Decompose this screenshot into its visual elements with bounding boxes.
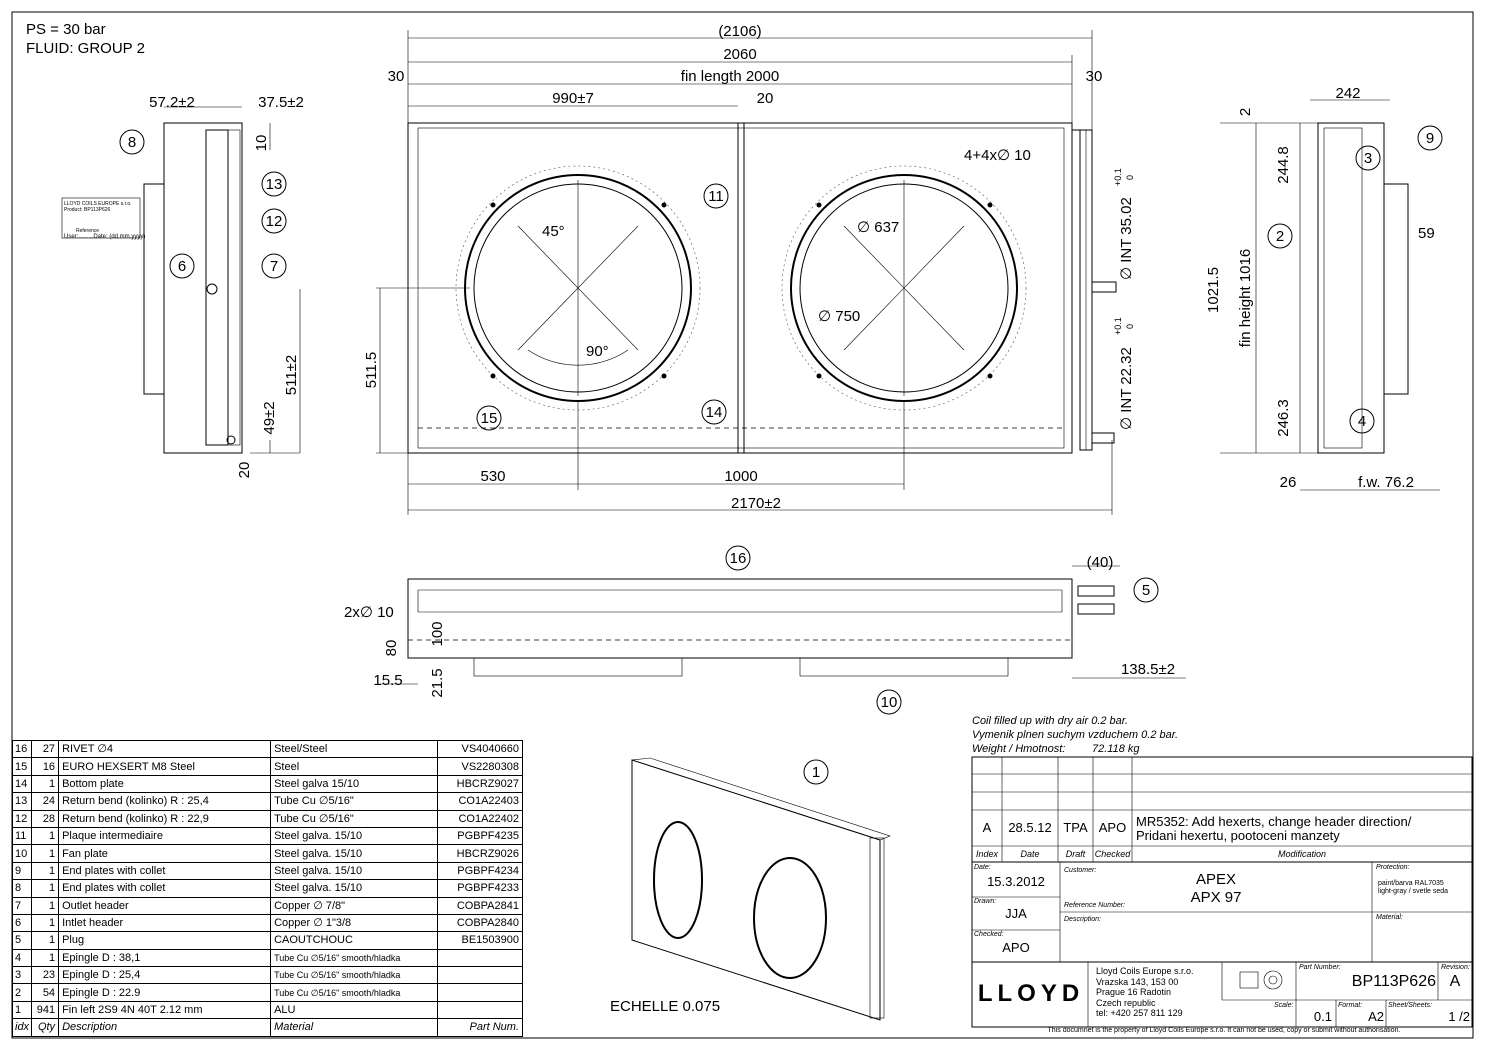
dim-top-80: 80 xyxy=(383,639,400,657)
dim-overall-paren: (2106) xyxy=(718,23,762,40)
weight-value: 72.118 kg xyxy=(1092,743,1140,755)
bom-idx: 14 xyxy=(13,775,32,792)
bom-idx: 16 xyxy=(13,741,32,758)
ownership-footer: This documnet is the property of Lloyd Coils Europe s.r.o. It can not be used, copy or submit without authorisation. xyxy=(1047,1027,1401,1034)
left-side-view xyxy=(62,107,300,453)
note-line-2: Vymenik plnen suchym vzduchem 0.2 bar. xyxy=(972,729,1179,741)
bom-desc: Description xyxy=(59,1019,271,1036)
bom-row xyxy=(13,758,523,775)
sheet-label: Sheet/Sheets: xyxy=(1388,1002,1432,1009)
bom-idx: 15 xyxy=(13,758,32,775)
bom-desc: Return bend (kolinko) R : 25,4 xyxy=(59,793,271,810)
pressure-note: PS = 30 bar xyxy=(26,21,106,38)
bom-qty: 941 xyxy=(32,1001,59,1018)
bom-pn: VS4040660 xyxy=(438,741,523,758)
bom-idx: 8 xyxy=(13,880,32,897)
balloon-4: 4 xyxy=(1357,413,1367,430)
bom-qty: 23 xyxy=(32,967,59,984)
bom-row xyxy=(13,775,523,792)
dim-edge-right: 30 xyxy=(1085,68,1103,85)
dim-int-upper: ∅ INT 35.02 xyxy=(1118,197,1135,280)
dim-dia-750: ∅ 750 xyxy=(818,308,861,325)
bom-desc: Fan plate xyxy=(59,845,271,862)
dim-right-side: 59 xyxy=(1418,225,1435,242)
dim-side-height: 511±2 xyxy=(283,354,300,396)
bom-row xyxy=(13,810,523,827)
company-phone: tel: +420 257 811 129 xyxy=(1096,1008,1183,1018)
bom-row xyxy=(13,845,523,862)
format-label: Format: xyxy=(1338,1002,1363,1009)
lloyd-logo: LLOYD xyxy=(977,980,1085,1007)
balloon-12: 12 xyxy=(265,213,283,230)
bom-qty: 1 xyxy=(32,862,59,879)
label-plate-user: User:.........Date: (dd.mm.yyyy) xyxy=(64,234,146,240)
sheet-value: 1 /2 xyxy=(1448,1009,1470,1024)
dim-right-lower: 246.3 xyxy=(1275,399,1292,437)
bom-desc: Plug xyxy=(59,932,271,949)
dim-side-left-width: 57.2±2 xyxy=(149,94,195,111)
bom-desc: End plates with collet xyxy=(59,862,271,879)
checked-by: APO xyxy=(1002,940,1030,955)
bom-mat: Steel galva. 15/10 xyxy=(271,880,438,897)
bom-mat: Tube Cu ∅5/16" smooth/hladka xyxy=(271,967,438,984)
bom-header-row xyxy=(13,1019,523,1036)
dim-edge-left: 30 xyxy=(387,68,405,85)
bom-idx: 3 xyxy=(13,967,32,984)
protection-paint: paint/barva RAL7035 xyxy=(1378,880,1444,887)
bom-pn: COBPA2841 xyxy=(438,897,523,914)
bom-row xyxy=(13,949,523,966)
bom-desc: RIVET ∅4 xyxy=(59,741,271,758)
bom-idx: 5 xyxy=(13,932,32,949)
coil-notes xyxy=(972,714,1178,756)
dim-right-upper: 244.8 xyxy=(1275,146,1292,184)
rev-checked: APO xyxy=(1098,820,1127,835)
bom-qty: 1 xyxy=(32,880,59,897)
weight-label: Weight / Hmotnost: xyxy=(972,743,1066,755)
dim-fin-width: f.w. 76.2 xyxy=(1358,474,1414,491)
protection-label: Protection: xyxy=(1376,864,1410,871)
dim-int-lower-tol2: 0 xyxy=(1125,323,1135,329)
bill-of-materials xyxy=(12,740,523,1037)
bom-pn xyxy=(438,1001,523,1018)
bom-qty: 1 xyxy=(32,949,59,966)
dim-dia-637: ∅ 637 xyxy=(857,219,900,236)
bom-desc: Epingle D : 25,4 xyxy=(59,967,271,984)
revision-letter: A xyxy=(1449,973,1461,990)
rev-modification-1: MR5352: Add hexerts, change header direction/ xyxy=(1136,814,1412,829)
dim-left-half: 990±7 xyxy=(552,90,594,107)
dim-gap: 20 xyxy=(756,90,774,107)
checked-label: Checked: xyxy=(974,931,1004,938)
bom-qty: Qty xyxy=(32,1019,59,1036)
rev-h-date: Date xyxy=(1020,849,1040,859)
bom-pn: CO1A22403 xyxy=(438,793,523,810)
company-street: Vrazska 143, 153 00 xyxy=(1096,976,1179,987)
dim-fin-height: fin height 1016 xyxy=(1237,248,1254,348)
bom-qty: 1 xyxy=(32,845,59,862)
bom-mat: Tube Cu ∅5/16" xyxy=(271,793,438,810)
bom-row xyxy=(13,741,523,758)
bom-idx: 4 xyxy=(13,949,32,966)
balloon-13: 13 xyxy=(265,176,283,193)
description-label: Description: xyxy=(1064,916,1101,923)
customer-name: APEX xyxy=(1195,871,1237,888)
bom-idx: 12 xyxy=(13,810,32,827)
dim-fan-offset: 530 xyxy=(480,468,506,485)
dim-overall: 2060 xyxy=(723,46,757,63)
dim-top-155: 15.5 xyxy=(373,672,403,689)
dim-right-width: 242 xyxy=(1335,85,1361,102)
bom-qty: 1 xyxy=(32,897,59,914)
company-city: Prague 16 Radotin xyxy=(1096,987,1172,997)
bom-mat: Tube Cu ∅5/16" smooth/hladka xyxy=(271,984,438,1001)
balloon-9: 9 xyxy=(1425,130,1435,147)
bom-idx: idx xyxy=(13,1019,32,1036)
dim-side-top-small: 10 xyxy=(253,134,270,152)
balloon-11: 11 xyxy=(708,188,724,205)
rev-h-draft: Draft xyxy=(1065,849,1086,859)
scale-label: Scale: xyxy=(1274,1002,1294,1009)
bom-pn: CO1A22402 xyxy=(438,810,523,827)
balloon-14: 14 xyxy=(705,404,723,421)
bom-pn: PGBPF4234 xyxy=(438,862,523,879)
balloon-5: 5 xyxy=(1141,582,1151,599)
balloon-16: 16 xyxy=(729,550,747,567)
bom-desc: Plaque intermediaire xyxy=(59,827,271,844)
bom-mat: Material xyxy=(271,1019,438,1036)
bom-idx: 13 xyxy=(13,793,32,810)
note-line-1: Coil filled up with dry air 0.2 bar. xyxy=(972,715,1129,727)
bom-pn xyxy=(438,967,523,984)
part-number: BP113P626 xyxy=(1351,973,1436,990)
drawn-by: JJA xyxy=(1005,906,1027,921)
bom-pn: HBCRZ9026 xyxy=(438,845,523,862)
balloon-8: 8 xyxy=(127,134,137,151)
dim-side-bottom: 49±2 xyxy=(261,401,278,435)
label-plate-company: LLOYD COILS EUROPE s.r.o. xyxy=(64,201,132,207)
bom-pn: COBPA2840 xyxy=(438,914,523,931)
label-plate-product: Product: BP113P626 xyxy=(64,207,111,213)
dim-int-upper-tol: +0.1 xyxy=(1113,168,1123,186)
bom-mat: Steel galva 15/10 xyxy=(271,775,438,792)
bom-qty: 1 xyxy=(32,914,59,931)
bom-desc: Return bend (kolinko) R : 22,9 xyxy=(59,810,271,827)
bom-mat: Steel galva. 15/10 xyxy=(271,827,438,844)
company-name: Lloyd Coils Europe s.r.o. xyxy=(1096,966,1194,976)
bom-row xyxy=(13,914,523,931)
customer-label: Customer: xyxy=(1064,867,1097,874)
scale-value: 0.1 xyxy=(1313,1009,1332,1024)
bom-qty: 28 xyxy=(32,810,59,827)
label-plate-reference: Reference xyxy=(76,228,100,234)
dim-int-lower-tol: +0.1 xyxy=(1113,317,1123,335)
dim-right-total: 1021.5 xyxy=(1205,267,1222,313)
bom-row xyxy=(13,1001,523,1018)
dim-front-height: 511.5 xyxy=(363,351,380,389)
bom-mat: CAOUTCHOUC xyxy=(271,932,438,949)
bom-idx: 9 xyxy=(13,862,32,879)
balloon-2: 2 xyxy=(1275,228,1285,245)
bom-pn xyxy=(438,949,523,966)
bom-mat: Copper ∅ 1"3/8 xyxy=(271,914,438,931)
dim-top-paren: (40) xyxy=(1086,554,1114,571)
dim-holes: 4+4x∅ 10 xyxy=(964,147,1031,164)
dim-side-foot: 20 xyxy=(236,461,253,479)
dim-top-215: 21.5 xyxy=(429,668,446,698)
bom-idx: 6 xyxy=(13,914,32,931)
bom-desc: Outlet header xyxy=(59,897,271,914)
part-number-label: Part Number: xyxy=(1299,964,1341,971)
balloon-6: 6 xyxy=(177,258,187,275)
rev-draft: TPA xyxy=(1063,820,1088,835)
bom-pn: PGBPF4233 xyxy=(438,880,523,897)
bom-row xyxy=(13,862,523,879)
rev-date: 28.5.12 xyxy=(1008,820,1052,835)
dim-right-top: 2 xyxy=(1237,107,1254,117)
dim-fin-length: fin length 2000 xyxy=(680,68,780,85)
bom-mat: Steel/Steel xyxy=(271,741,438,758)
revision-label: Revision: xyxy=(1441,964,1470,971)
bom-desc: EURO HEXSERT M8 Steel xyxy=(59,758,271,775)
rev-index: A xyxy=(982,820,992,835)
isometric-view xyxy=(632,758,890,1020)
bom-pn xyxy=(438,984,523,1001)
bom-qty: 1 xyxy=(32,932,59,949)
dim-right-bottom: 26 xyxy=(1279,474,1297,491)
material-label: Material: xyxy=(1376,914,1403,921)
rev-h-checked: Checked xyxy=(1094,849,1131,859)
bom-qty: 27 xyxy=(32,741,59,758)
bom-idx: 1 xyxy=(13,1001,32,1018)
bom-row xyxy=(13,932,523,949)
bom-row xyxy=(13,827,523,844)
bom-mat: Tube Cu ∅5/16" xyxy=(271,810,438,827)
bom-mat: Steel galva. 15/10 xyxy=(271,845,438,862)
dim-int-upper-tol2: 0 xyxy=(1125,174,1135,180)
bom-qty: 1 xyxy=(32,775,59,792)
bom-row xyxy=(13,793,523,810)
bom-row xyxy=(13,897,523,914)
rev-h-index: Index xyxy=(975,849,999,859)
bom-desc: Bottom plate xyxy=(59,775,271,792)
dim-fan-pitch: 1000 xyxy=(724,468,758,485)
balloon-15: 15 xyxy=(480,410,498,427)
bom-mat: Copper ∅ 7/8" xyxy=(271,897,438,914)
bom-desc: Intlet header xyxy=(59,914,271,931)
bom-row xyxy=(13,967,523,984)
bom-pn: HBCRZ9027 xyxy=(438,775,523,792)
dim-int-lower: ∅ INT 22.32 xyxy=(1118,347,1135,430)
company-address xyxy=(1096,966,1194,1019)
bom-idx: 7 xyxy=(13,897,32,914)
top-view xyxy=(380,566,1186,684)
dim-angle-45: 45° xyxy=(542,223,565,240)
bom-qty: 54 xyxy=(32,984,59,1001)
rev-h-modification: Modification xyxy=(1277,849,1327,859)
protection-color: light-gray / svetle seda xyxy=(1378,888,1449,895)
model-name: APX 97 xyxy=(1190,889,1242,906)
reference-number-label: Reference Number: xyxy=(1064,902,1126,909)
drawing-date: 15.3.2012 xyxy=(987,874,1045,889)
balloon-3: 3 xyxy=(1363,150,1373,167)
echelle-scale: ECHELLE 0.075 xyxy=(610,998,721,1015)
bom-pn: Part Num. xyxy=(438,1019,523,1036)
bom-idx: 2 xyxy=(13,984,32,1001)
bom-pn: VS2280308 xyxy=(438,758,523,775)
bom-idx: 11 xyxy=(13,827,32,844)
bom-row xyxy=(13,984,523,1001)
bom-mat: Tube Cu ∅5/16" smooth/hladka xyxy=(271,949,438,966)
rev-modification-2: Pridani hexertu, pootoceni manzety xyxy=(1136,828,1340,843)
bom-desc: Epingle D : 22.9 xyxy=(59,984,271,1001)
date-label: Date: xyxy=(974,864,991,871)
bom-qty: 16 xyxy=(32,758,59,775)
dim-total-length: 2170±2 xyxy=(731,495,781,512)
format-value: A2 xyxy=(1368,1009,1384,1024)
bom-desc: End plates with collet xyxy=(59,880,271,897)
balloons xyxy=(120,126,1442,784)
bom-row xyxy=(13,880,523,897)
bom-desc: Epingle D : 38,1 xyxy=(59,949,271,966)
balloon-10: 10 xyxy=(880,694,898,711)
company-country: Czech republic xyxy=(1096,997,1156,1008)
bom-desc: Fin left 2S9 4N 40T 2.12 mm xyxy=(59,1001,271,1018)
dim-top-100: 100 xyxy=(429,621,446,647)
dim-angle-90: 90° xyxy=(586,343,609,360)
bom-mat: Steel galva. 15/10 xyxy=(271,862,438,879)
front-view xyxy=(408,123,1116,453)
balloon-1: 1 xyxy=(811,764,821,781)
dim-top-1385: 138.5±2 xyxy=(1120,661,1176,678)
dim-top-holes: 2x∅ 10 xyxy=(344,604,394,621)
bom-idx: 10 xyxy=(13,845,32,862)
drawn-label: Drawn: xyxy=(974,898,997,905)
balloon-7: 7 xyxy=(269,258,279,275)
dim-side-right-width: 37.5±2 xyxy=(258,94,304,111)
bom-mat: Steel xyxy=(271,758,438,775)
bom-mat: ALU xyxy=(271,1001,438,1018)
bom-pn: BE1503900 xyxy=(438,932,523,949)
fluid-note: FLUID: GROUP 2 xyxy=(26,40,145,57)
bom-pn: PGBPF4235 xyxy=(438,827,523,844)
bom-qty: 1 xyxy=(32,827,59,844)
bom-qty: 24 xyxy=(32,793,59,810)
